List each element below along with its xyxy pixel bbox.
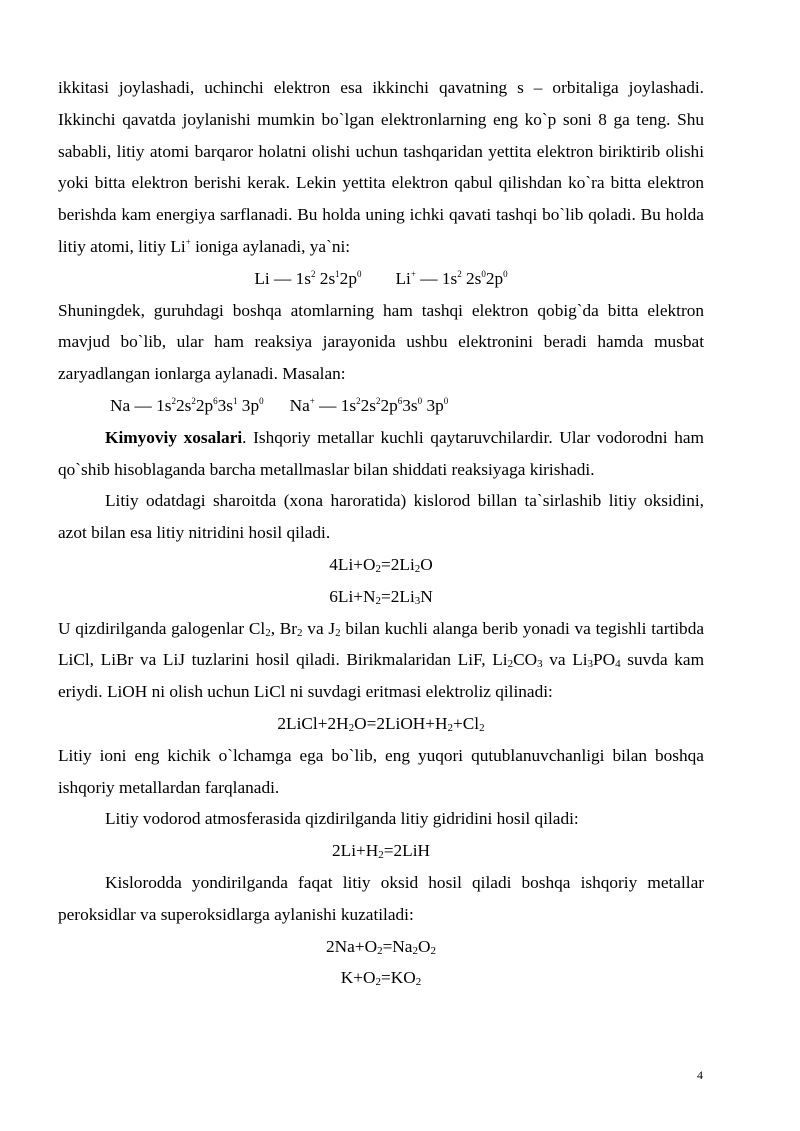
group-paragraph: Shuningdek, guruhdagi boshqa atomlarning ham tashqi elektron qobig`da bitta elektron mavjud bo`lib, ular ham reaksiya jarayonida ushbu elektronini beradi hamda musbat zaryadlangan ionlarga aylanadi. Masalan: [58,300,704,384]
halogen-paragraph: U qizdirilganda galogenlar $Cl_2$, $Br_2$ va $J_2$ bilan kuchli alanga berib yonadi va tegishli tartibda LiCl, LiBr va LiJ tuzlarini hosil qiladi. Birikmalaridan LiF, $Li_2CO_3$ va $Li_3PO_4$ suvda kam eriydi. LiOH ni olish uchun LiCl ni suvdagi eritmasi elektroliz qilinadi: [58,618,705,702]
intro-line: biriktirib olishi yoki bitta elektron berishi kerak. Lekin yettita elektron qabul [58,141,704,193]
hydrogen-paragraph: Litiy vodorod atmosferasida qizdirilganda litiy gidridini hosil qiladi: [105,809,579,829]
intro-line: Shu sababli, litiy atomi barqaror holatni olishi uchun tashqaridan yettita elektron [58,109,705,161]
page-number: 4 [697,1068,703,1082]
equation-electrolysis: $2LiCl+2H_2O=2LiOH+H_2+Cl_2$ [277,713,485,734]
intro-line: ikkitasi joylashadi, uchinchi elektron esa ikkinchi qavatning s – orbitaliga joylashadi. [58,78,704,97]
intro-line: qilishdan ko`ra bitta elektron berishda kam energiya sarflanadi. Bu holda uning ichki [58,173,704,225]
lithium-ion-paragraph: Litiy ioni eng kichik o`lchamga ega bo`lib, eng yuqori qutublanuvchanligi bilan boshqa ishqoriy metallardan farqlanadi. [58,745,704,797]
equation-lithium-oxide: $4Li+O_2=2Li_2O$ [329,554,433,575]
page-text [58,72,704,994]
equation-lithium-hydride: $2Li+H_2=2LiH$ [332,841,430,862]
na-electron-config: Na — $1s^22s^22p^63s^1$ $3p^0$ Na+ — $1s^22s^22p^63s^0$ $3p^0$ [110,395,449,415]
equation-sodium-peroxide: $2Na+O_2=Na_2O_2$ [326,936,436,957]
intro-line: Ikkinchi qavatda joylanishi mumkin bo`lgan elektronlarning eng ko`p soni 8 ga teng. [58,109,671,129]
lithium-oxygen-paragraph: Litiy odatdagi sharoitda (xona haroratida) kislorod billan ta`sirlashib litiy oksidini, azot bilan esa litiy nitridini hosil qiladi. [58,491,704,543]
intro-line: qavati tashqi bo`lib qoladi. Bu holda litiy atomi, litiy Li+ ioniga aylanadi, ya`ni: [58,205,704,256]
intro-paragraph [58,72,704,263]
equation-lithium-nitride: $6Li+N_2=2Li_3N$ [329,586,433,607]
oxygen-paragraph: Kislorodda yondirilganda faqat litiy oksid hosil qiladi boshqa ishqoriy metallar peroksidlar va superoksidlarga aylanishi kuzatiladi: [58,872,704,924]
equation-potassium-superoxide: $K+O_2=KO_2$ [340,968,422,989]
chemical-properties-paragraph: Kimyoviy xosalari. Ishqoriy metallar kuchli qaytaruvchilardir. Ular vodorodni ham qo`shib hisoblaganda barcha metallmaslar bilan shiddati reaksiyaga kirishadi. [58,427,704,479]
section-heading: Kimyoviy xosalari [105,427,243,447]
li-electron-config: Li — $1s^2$ $2s^12p^0$ Li+ — $1s^2$ $2s^02p^0$ [254,268,508,288]
